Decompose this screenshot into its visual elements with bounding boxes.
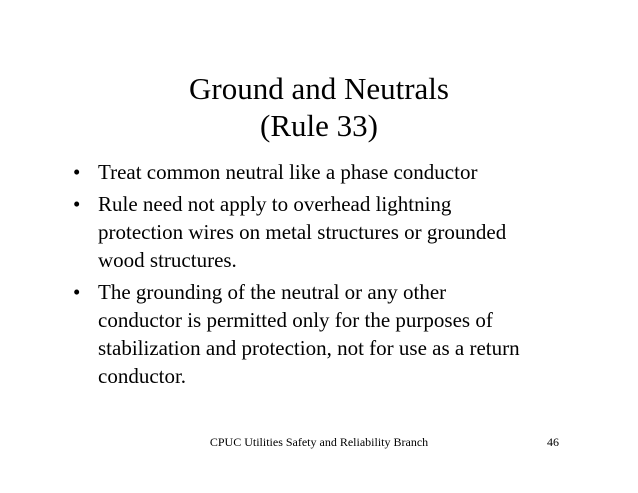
slide-title-line-1: Ground and Neutrals <box>189 71 449 106</box>
page-number: 46 <box>547 435 559 449</box>
bullet-dot-icon: • <box>73 160 81 184</box>
bullet-dot-icon: • <box>73 280 81 304</box>
bullet-list <box>73 158 573 394</box>
bullet-text-line: Treat common neutral like a phase conductor <box>98 160 478 184</box>
bullet-text-line: The grounding of the neutral or any other <box>98 280 447 304</box>
bullet-text-line: wood structures. <box>98 248 237 272</box>
slide-title-line-2: (Rule 33) <box>260 108 378 143</box>
bullet-text-line: protection wires on metal structures or grounded <box>98 220 507 244</box>
bullet-text-line: stabilization and protection, not for use as a return <box>98 336 520 360</box>
bullet-item-grounding-purpose <box>73 278 573 390</box>
bullet-text-line: conductor is permitted only for the purposes of <box>98 308 493 332</box>
bullet-dot-icon: • <box>73 192 81 216</box>
bullet-item-lightning-protection <box>73 190 573 274</box>
bullet-text-line: Rule need not apply to overhead lightning <box>98 192 452 216</box>
bullet-text-line: conductor. <box>98 364 187 388</box>
slide-footer: CPUC Utilities Safety and Reliability Branch <box>209 435 429 449</box>
bullet-item-common-neutral <box>73 158 573 186</box>
slide-title <box>0 70 638 144</box>
